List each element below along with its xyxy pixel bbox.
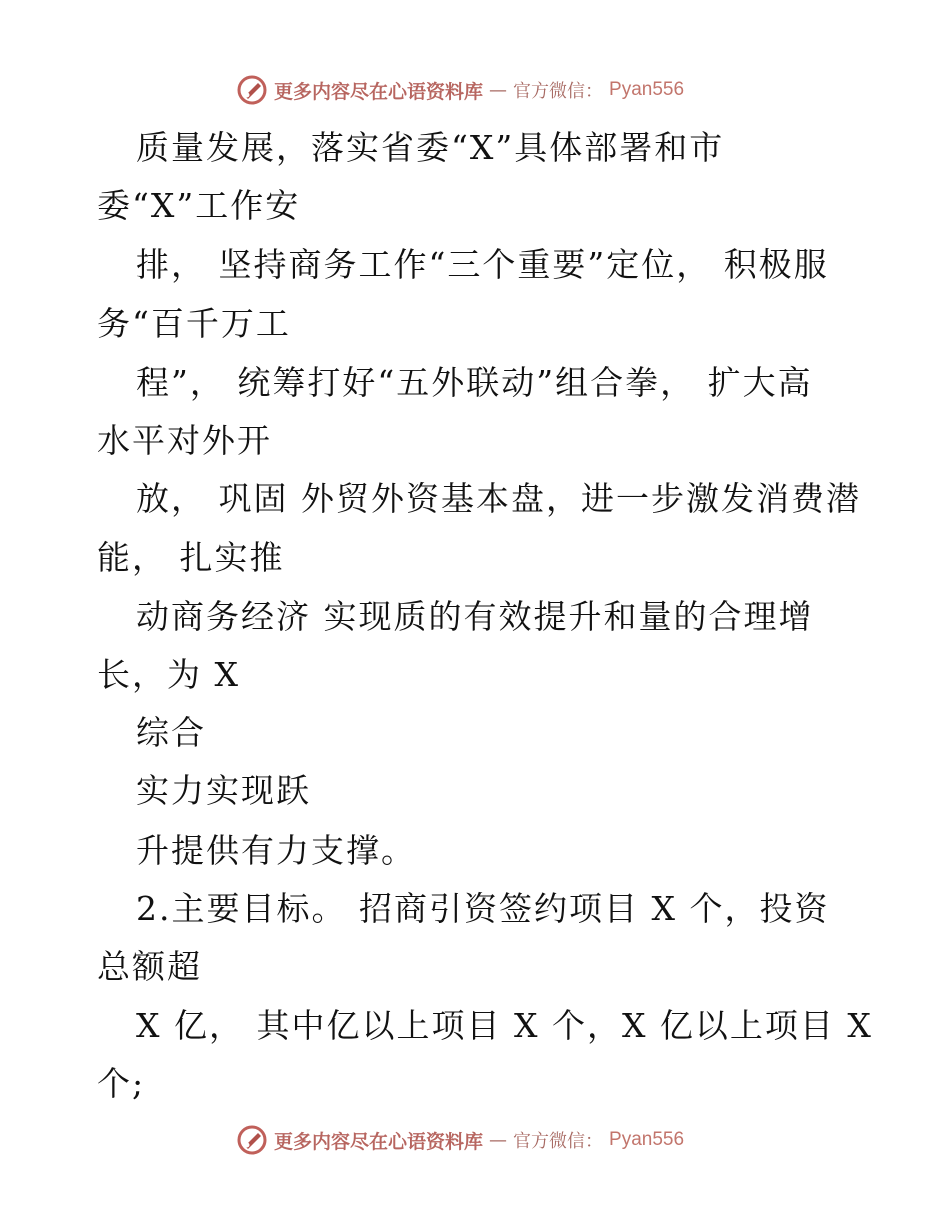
text-line: 升提供有力支撑。 (136, 831, 416, 870)
watermark-id: Pyan556 (609, 1129, 685, 1150)
text-line: 委“X”工作安 (97, 186, 301, 225)
watermark-label: 官方微信： (513, 1131, 604, 1152)
text-line: 长，为 X (97, 655, 240, 694)
text-line: 水平对外开 (97, 421, 272, 460)
text-line: 务“百千万工 (97, 304, 291, 343)
logo-icon (236, 1124, 268, 1156)
text-line: 动商务经济 实现质的有效提升和量的合理增 (136, 597, 814, 636)
watermark-dash: — (489, 79, 508, 101)
text-line: 排， 坚持商务工作“三个重要”定位， 积极服 (136, 245, 829, 284)
watermark-text: 更多内容尽在心语资料库 (274, 1130, 484, 1153)
text-line: 放， 巩固 外贸外资基本盘，进一步激发消费潜 (136, 479, 861, 518)
watermark-footer (236, 1123, 684, 1157)
text-line: 2.主要目标。 招商引资签约项目 X 个，投资 (136, 889, 830, 928)
text-line: 个; (97, 1064, 146, 1103)
text-line: 能， 扎实推 (97, 538, 285, 577)
text-line: 程”， 统筹打好“五外联动”组合拳， 扩大高 (136, 363, 813, 402)
text-line: X 亿， 其中亿以上项目 X 个，X 亿以上项目 X (136, 1006, 873, 1045)
watermark-text: 更多内容尽在心语资料库 (274, 80, 484, 103)
watermark-id: Pyan556 (609, 79, 685, 100)
text-line: 综合 (136, 713, 206, 752)
text-line: 实力实现跃 (136, 771, 311, 810)
watermark-dash: — (489, 1129, 508, 1151)
text-line: 质量发展，落实省委“X”具体部署和市 (136, 128, 725, 167)
text-line: 总额超 (97, 947, 202, 986)
watermark-label: 官方微信： (513, 81, 604, 102)
